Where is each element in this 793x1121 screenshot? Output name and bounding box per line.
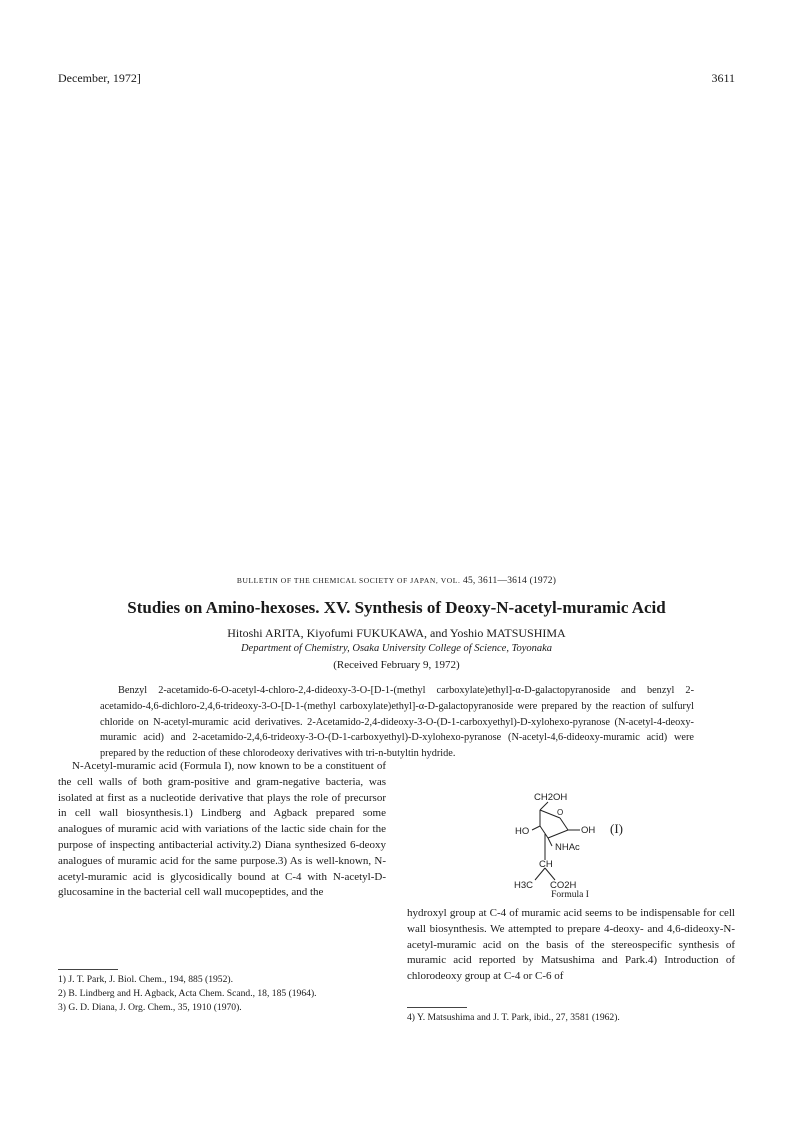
formula-ho: HO [515,826,530,837]
footnote-rule [407,1007,467,1008]
bond-c2-nhac [548,838,552,846]
footnote-rule [58,969,118,970]
footnote-4: 4) Y. Matsushima and J. T. Park, ibid., 27, 3581 (1962). [407,1012,620,1023]
formula-ch2oh: CH2OH [534,792,568,803]
footnotes-right [407,1007,735,1025]
bond-c5-c6 [540,802,548,810]
footnote-3: 3) G. D. Diana, J. Org. Chem., 35, 1910 (1970). [58,1002,242,1013]
formula-ring-o: O [557,808,564,817]
journal-citation-prefix: BULLETIN OF THE CHEMICAL SOCIETY OF JAPAN, VOL. [236,576,461,585]
formula-h3c: H3C [514,880,534,891]
bond-o-c1 [560,818,568,830]
formula-i-structure [500,790,650,900]
body-column-right: hydroxyl group at C-4 of muramic acid seems to be indispensable for cell wall biosynthesis. We attempted to prepare 4-deoxy- and 4,6-dideoxy-N-acetyl-muramic acid on the basis of the stereospecific synthesis of muramic acid reported by Matsushima and Park.4) Introduction of chlorodeoxy group at C-4 or C-6 of [407,907,735,983]
running-header-date: December, 1972] [58,71,141,85]
bond-c1-c2 [548,830,568,838]
bond-c4-ho [532,826,540,830]
abstract: Benzyl 2-acetamido-6-O-acetyl-4-chloro-2,4-dideoxy-3-O-[D-1-(methyl carboxylate)ethyl]-α-D-galactopyranoside and benzyl 2-acetamido-4,6-dichloro-2,4,6-trideoxy-3-O-[D-1-(methyl carboxylate)ethyl]-α-D-galactopyranoside were prepared by the reaction of sulfuryl chloride on N-acetyl-muramic acid derivatives. 2-Acetamido-2,4-dideoxy-3-O-(D-1-carboxyethyl)-D-xylohexo-pyranose (N-acetyl-4-deoxy-muramic acid) and 2-acetamido-2,4,6-trideoxy-3-O-(D-1-carboxyethyl)-D-xylohexo-pyranose (N-acetyl-4,6-dideoxy-muramic acid) were prepared by the reduction of these chlorodeoxy derivatives with tri-n-butyltin hydride. [100,685,694,760]
formula-roman-label: (I) [610,821,623,836]
author-list: Hitoshi ARITA, Kiyofumi FUKUKAWA, and Yoshio MATSUSHIMA [227,626,566,640]
formula-co2h: CO2H [550,880,577,891]
journal-citation [0,576,793,586]
body-column-left: N-Acetyl-muramic acid (Formula I), now known to be a constituent of the cell walls of both gram-positive and gram-negative bacteria, was isolated at first as a nucleotide derivative that plays the role of precursor in cell wall biosynthesis.1) Lindberg and Agback prepared some analogues of muramic acid with variations of the lactic side chain for the purpose of inspecting antibacterial activity.2) Diana synthesized 6-deoxy analogues of muramic acid for the same purpose.3) As is well-known, N-acetyl-muramic acid is glycosidically bound at C-4 with N-acetyl-D-glucosamine in the bacterial cell wall mucopeptides, and the [58,760,386,899]
formula-nhac: NHAc [555,842,580,853]
article-title: Studies on Amino-hexoses. XV. Synthesis of Deoxy-N-acetyl-muramic Acid [127,598,666,617]
received-date: (Received February 9, 1972) [333,659,460,671]
footnote-1: 1) J. T. Park, J. Biol. Chem., 194, 885 (1952). [58,974,233,985]
journal-citation-rest: 45, 3611—3614 (1972) [460,576,557,586]
formula-ch: CH [539,859,553,870]
page-number: 3611 [711,71,735,85]
footnotes-left [58,969,386,1015]
footnote-2: 2) B. Lindberg and H. Agback, Acta Chem. Scand., 18, 185 (1964). [58,988,317,999]
formula-oh: OH [581,825,596,836]
affiliation: Department of Chemistry, Osaka University College of Science, Toyonaka [240,643,553,654]
bond-c2-c3 [540,826,548,838]
formula-caption: Formula I [551,890,589,900]
